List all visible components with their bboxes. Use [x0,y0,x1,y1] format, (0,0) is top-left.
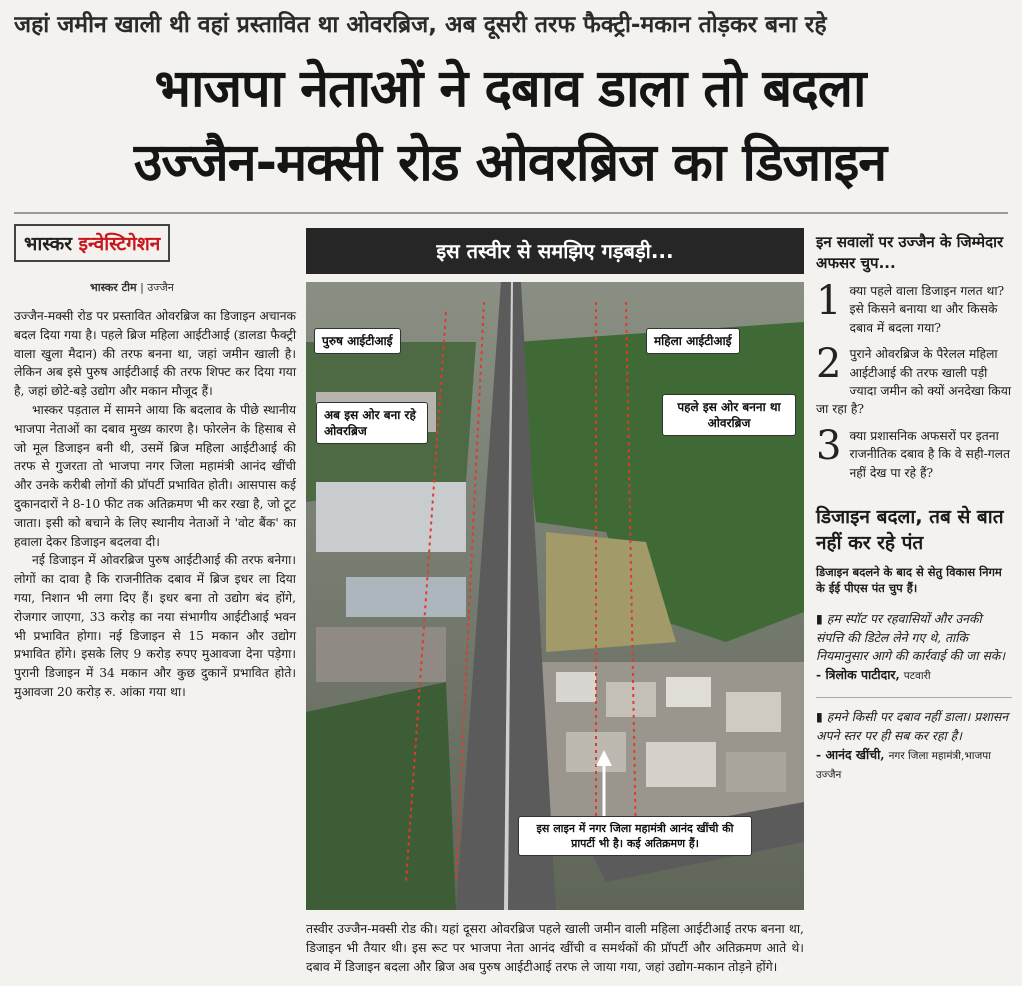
byline-city: | उज्जैन [140,281,174,294]
house [646,742,716,787]
factory-roof [346,577,466,617]
question-number: 3 [816,422,842,469]
quote-role: पटवारी [903,669,931,682]
quote-attribution [816,746,1012,785]
label-property-line: इस लाइन में नगर जिला महामंत्री आनंद खींची की प्रापर्टी भी है। कई अतिक्रमण हैं। [518,816,752,856]
investigation-logo [14,224,170,262]
headline-divider [14,212,1008,214]
byline [90,280,296,295]
quote-role: नगर जिला महामंत्री,भाजपा उज्जैन [816,749,991,782]
byline-author: भास्कर टीम [90,281,137,294]
label-old-side: पहले इस ओर बनना था ओवरब्रिज [662,394,796,436]
question-item [816,341,1012,419]
question-text: पुराने ओवरब्रिज के पैरेलल महिला आईटीआई की तरफ खाली पड़ी ज्यादा जमीन को क्यों अनदेखा किया जा रहा है? [816,347,1012,417]
factory-roof [316,482,466,552]
quote-patwari [816,610,1012,685]
headline-line-2: उज्जैन-मक्सी रोड ओवरब्रिज का डिजाइन [133,133,887,193]
house [666,677,711,707]
house [606,682,656,717]
quote-text: हमने किसी पर दबाव नहीं डाला। प्रशासन अपने स्तर पर ही सब कर रहा है। [816,709,1009,744]
article-paragraph: नई डिजाइन में ओवरब्रिज पुरुष आईटीआई की तरफ बनेगा। लोगों का दावा है कि राजनीतिक दबाव में ब्रिज इधर ला दिया गया, निशान भी लगा दिए हैं। इधर बना तो उद्योग बंद होंगे, रोजगार जाएगा, 33 करोड़ का नया संभागीय आईटीआई भवन भी प्रभावित होगा। नई डिजाइन से 15 मकान और उद्योग प्रभावित होंगे। इसके लिए 9 करोड़ रुपए मुआवजा देना पड़ेगा। पुरानी डिजाइन में 34 मकान और कुछ दुकानें प्रभावित होते। मुआवजा 20 करोड़ रु. आंका गया था। [14,553,296,699]
headline-line-1: भाजपा नेताओं ने दबाव डाला तो बदला [154,59,866,119]
house [556,672,596,702]
questions-heading: इन सवालों पर उज्जैन के जिम्मेदार अफसर चुप... [816,233,1004,272]
quote-marker-icon: ▮ [816,709,827,725]
logo-brand: भास्कर [24,233,73,255]
quote-khinchi [816,708,1012,784]
aerial-photo [306,282,804,910]
main-headline [10,52,1010,200]
quote-attribution [816,666,1012,686]
factory-roof [316,627,446,682]
photo-column [306,228,804,976]
question-text: क्या पहले वाला डिजाइन गलत था? इसे किसने बनाया था और किसके दबाव में बदला गया? [849,284,1005,335]
sidebar-divider [816,697,1012,698]
trees-left-bottom [306,682,456,910]
question-number: 2 [816,341,842,388]
article-body [14,307,296,702]
sidebar-subhead: डिजाइन बदला, तब से बात नहीं कर रहे पंत [816,506,1004,555]
question-number: 1 [816,278,842,324]
article-paragraph: भास्कर पड़ताल में सामने आया कि बदलाव के पीछे स्थानीय भाजपा नेताओं का दबाव मुख्य कारण है। फोरलेन के हिसाब से जो मूल डिजाइन बनी थी, उसमें ब्रिज महिला आईटीआई की तरफ से गुजरता तो भाजपा नगर जिला महामंत्री आनंद खींची और उनके करीबी लोगों की प्रॉपर्टी प्रभावित होती। आसपास कई दुकानदारों ने 8-10 फीट तक अतिक्रमण भी कर रखा है, जो टूट जाता। इसी को बचाने के लिए स्थानीय नेताओं ने 'वोट बैंक' का हवाला देकर डिजाइन बदलवा दी। [14,402,296,549]
label-female-iti: महिला आईटीआई [646,328,740,354]
article-column [14,224,296,702]
house [726,692,781,732]
quote-speaker: - आनंद खींची, [816,746,885,762]
question-item [816,278,1012,337]
question-text: क्या प्रशासनिक अफसरों पर इतना राजनीतिक दबाव है कि वे सही-गलत नहीं देख पा रहे हैं? [849,428,1011,480]
label-new-side: अब इस ओर बना रहे ओवरब्रिज [316,402,428,444]
kicker-headline: जहां जमीन खाली थी वहां प्रस्तावित था ओवरब्रिज, अब दूसरी तरफ फैक्ट्री-मकान तोड़कर बना रहे [14,12,827,38]
photo-header: इस तस्वीर से समझिए गड़बड़ी... [306,228,804,274]
house [726,752,786,792]
sidebar-subtext: डिजाइन बदलने के बाद से सेतु विकास निगम के ईई पीएस पंत चुप हैं। [816,565,1002,596]
sidebar-column [816,232,1012,785]
logo-investigation: इन्वेस्टिगेशन [78,233,161,255]
article-paragraph: उज्जैन-मक्सी रोड पर प्रस्तावित ओवरब्रिज का डिजाइन अचानक बदल दिया गया है। पहले ब्रिज महिला आईटीआई (डालडा फैक्ट्री वाला खुला मैदान) की तरफ बनना था, जहां जमीन खाली है। लेकिन अब इसे पुरुष आईटीआई की तरफ शिफ्ट कर दिया गया है, जहां छोटे-बड़े उद्योग और मकान मौजूद हैं। [14,309,296,399]
quote-marker-icon: ▮ [816,611,827,627]
question-item [816,422,1012,482]
label-male-iti: पुरुष आईटीआई [314,328,401,354]
quote-text: हम स्पॉट पर रहवासियों और उनकी संपत्ति की डिटेल लेने गए थे, ताकि नियमानुसार आगे की कार्रवाई की जा सके। [816,611,1006,664]
photo-caption: तस्वीर उज्जैन-मक्सी रोड की। यहां दूसरा ओवरब्रिज पहले खाली जमीन वाली महिला आईटीआई तरफ बनना था, डिजाइन भी तैयार थी। इस रूट पर भाजपा नेता आनंद खींची व समर्थकों की प्रॉपर्टी और अतिक्रमण आते थे। दबाव में डिजाइन बदला और ब्रिज अब पुरुष आईटीआई तरफ ले जाया गया, जहां उद्योग-मकान तोड़ने होंगे। [306,921,804,974]
quote-speaker: - त्रिलोक पाटीदार, [816,666,900,682]
